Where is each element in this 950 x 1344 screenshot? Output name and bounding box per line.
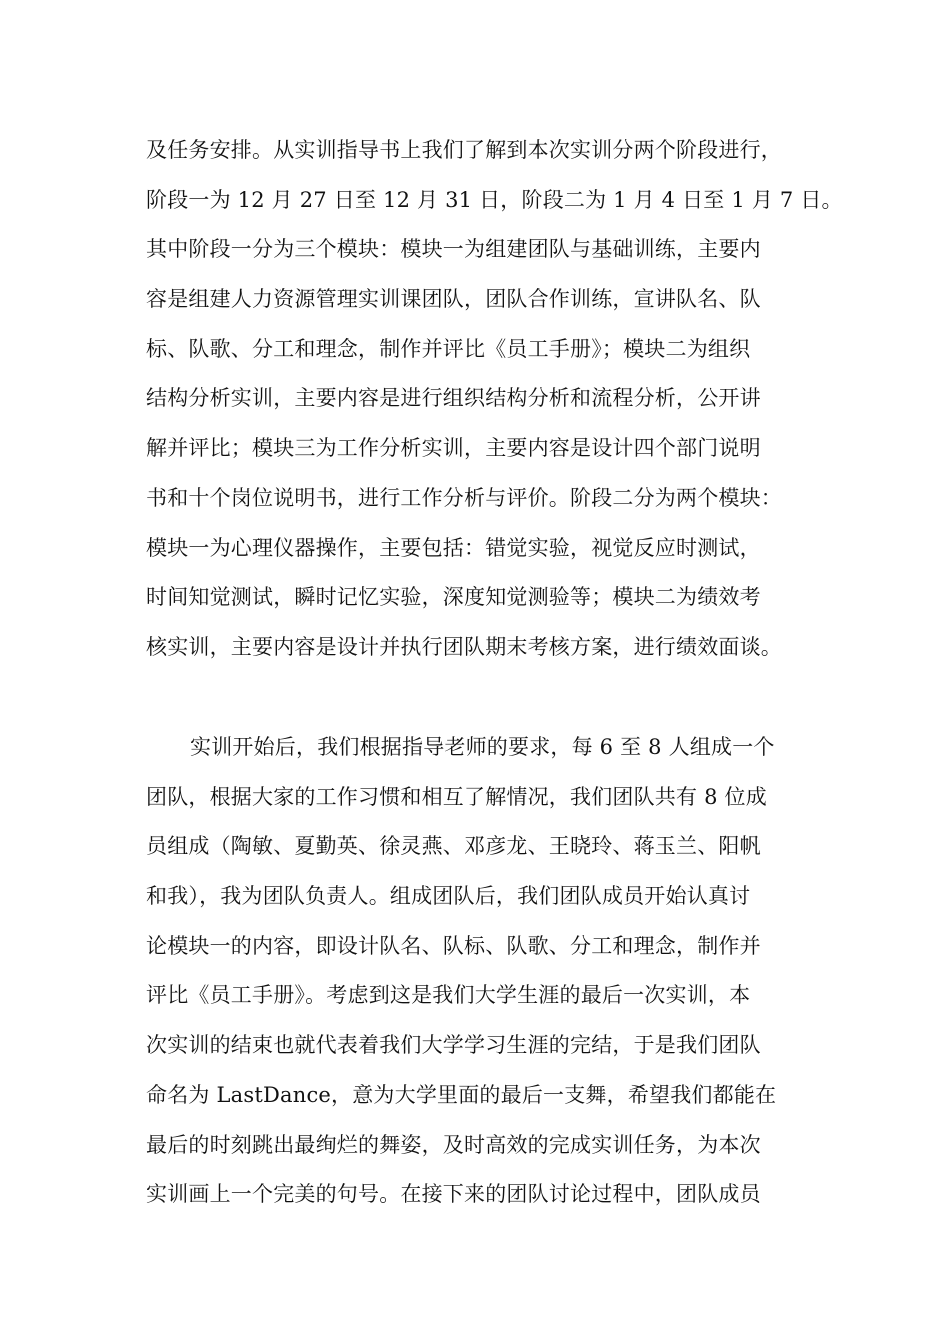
text-line: 论模块一的内容，即设计队名、队标、队歌、分工和理念，制作并	[146, 933, 761, 958]
text-line: 结构分析实训，主要内容是进行组织结构分析和流程分析，公开讲	[146, 386, 761, 411]
text-line: 实训画上一个完美的句号。在接下来的团队讨论过程中，团队成员	[146, 1182, 761, 1207]
text-line-indented: 实训开始后，我们根据指导老师的要求，每 6 至 8 人组成一个	[190, 735, 775, 759]
text-line: 及任务安排。从实训指导书上我们了解到本次实训分两个阶段进行，	[146, 138, 782, 162]
text-line: 时间知觉测试，瞬时记忆实验，深度知觉测验等；模块二为绩效考	[146, 585, 761, 610]
paragraph-1	[146, 126, 843, 673]
text-line: 团队，根据大家的工作习惯和相互了解情况，我们团队共有 8 位成	[146, 784, 767, 809]
text-line: 和我），我为团队负责人。组成团队后，我们团队成员开始认真讨	[146, 884, 751, 909]
text-line: 次实训的结束也就代表着我们大学学习生涯的完结，于是我们团队	[146, 1033, 761, 1058]
text-line: 标、队歌、分工和理念，制作并评比《员工手册》；模块二为组织	[146, 336, 751, 361]
text-line: 阶段一为 12 月 27 日至 12 月 31 日，阶段二为 1 月 4 日至 1 月 7 日。	[146, 187, 843, 212]
text-line: 书和十个岗位说明书，进行工作分析与评价。阶段二分为两个模块：	[146, 485, 782, 510]
text-line: 模块一为心理仪器操作，主要包括：错觉实验，视觉反应时测试，	[146, 535, 761, 560]
text-line: 命名为 LastDance，意为大学里面的最后一支舞，希望我们都能在	[146, 1082, 777, 1107]
text-line: 其中阶段一分为三个模块：模块一为组建团队与基础训练，主要内	[146, 237, 761, 262]
text-line: 核实训，主要内容是设计并执行团队期末考核方案，进行绩效面谈。	[146, 634, 782, 659]
text-line: 评比《员工手册》。考虑到这是我们大学生涯的最后一次实训，本	[146, 983, 751, 1008]
paragraph-2	[146, 723, 826, 1220]
text-line: 容是组建人力资源管理实训课团队，团队合作训练，宣讲队名、队	[146, 287, 761, 312]
text-line: 最后的时刻跳出最绚烂的舞姿，及时高效的完成实训任务，为本次	[146, 1132, 761, 1157]
text-line: 解并评比；模块三为工作分析实训，主要内容是设计四个部门说明	[146, 436, 761, 461]
text-line: 员组成（陶敏、夏勤英、徐灵燕、邓彦龙、王晓玲、蒋玉兰、阳帆	[146, 834, 761, 859]
